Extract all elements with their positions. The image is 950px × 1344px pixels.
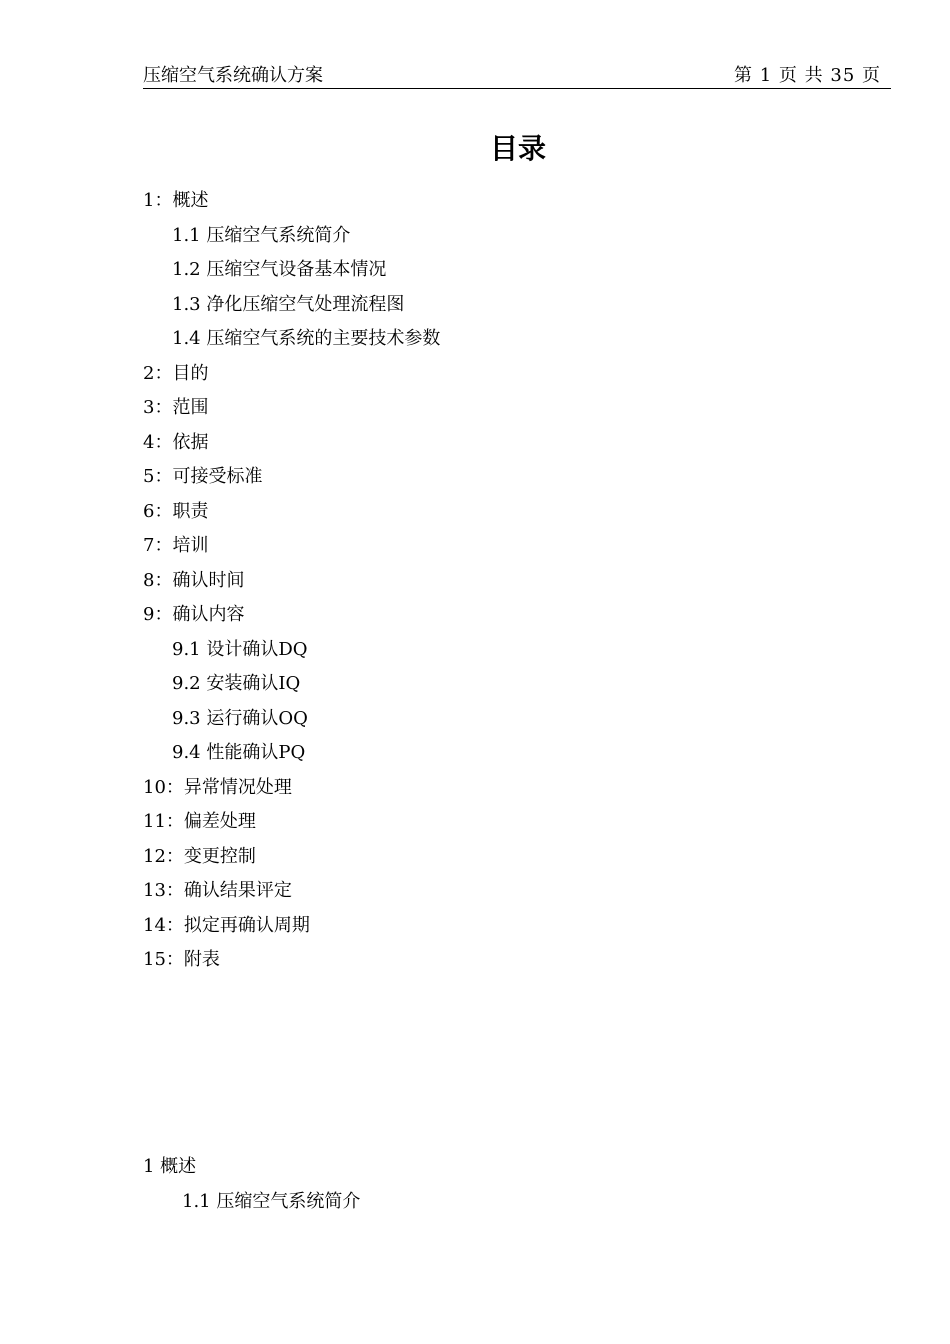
toc-entry[interactable]: 4：依据 <box>143 431 209 453</box>
toc-entry[interactable]: 12：变更控制 <box>143 845 256 867</box>
toc-entry[interactable]: 2：目的 <box>143 362 209 384</box>
toc-entry[interactable]: 1：概述 <box>143 190 209 211</box>
toc-heading: 目录 <box>489 132 546 165</box>
toc-entry[interactable]: 7：培训 <box>143 535 209 556</box>
toc-entry[interactable]: 5：可接受标准 <box>143 466 263 487</box>
body-content <box>143 1150 360 1219</box>
toc-entry[interactable]: 9.4 性能确认PQ <box>172 742 306 763</box>
toc-entry[interactable]: 9.2 安装确认IQ <box>172 673 301 694</box>
toc-entry[interactable]: 6：职责 <box>143 500 209 522</box>
toc-entry[interactable]: 1.3 净化压缩空气处理流程图 <box>172 293 405 315</box>
toc-entry[interactable]: 10：异常情况处理 <box>143 776 292 798</box>
toc-entry[interactable]: 9：确认内容 <box>143 604 245 625</box>
toc-entry[interactable]: 13：确认结果评定 <box>143 880 292 901</box>
page-number: 第 1 页 共 35 页 <box>734 65 881 86</box>
toc-entry[interactable]: 1.4 压缩空气系统的主要技术参数 <box>172 328 441 349</box>
table-of-contents <box>143 184 440 978</box>
toc-entry[interactable]: 8：确认时间 <box>143 569 245 591</box>
toc-entry[interactable]: 15：附表 <box>143 949 220 970</box>
subsection-heading: 1.1 压缩空气系统简介 <box>182 1190 361 1212</box>
toc-entry[interactable]: 9.1 设计确认DQ <box>172 638 308 660</box>
section-heading: 1 概述 <box>143 1156 197 1177</box>
toc-entry[interactable]: 1.2 压缩空气设备基本情况 <box>172 259 387 280</box>
toc-entry[interactable]: 11：偏差处理 <box>143 811 256 832</box>
toc-entry[interactable]: 3：范围 <box>143 397 209 418</box>
toc-entry[interactable]: 1.1 压缩空气系统简介 <box>172 224 351 246</box>
document-title: 压缩空气系统确认方案 <box>143 65 323 86</box>
toc-entry[interactable]: 9.3 运行确认OQ <box>172 707 308 729</box>
toc-entry[interactable]: 14：拟定再确认周期 <box>143 914 310 936</box>
page-header <box>143 64 891 89</box>
